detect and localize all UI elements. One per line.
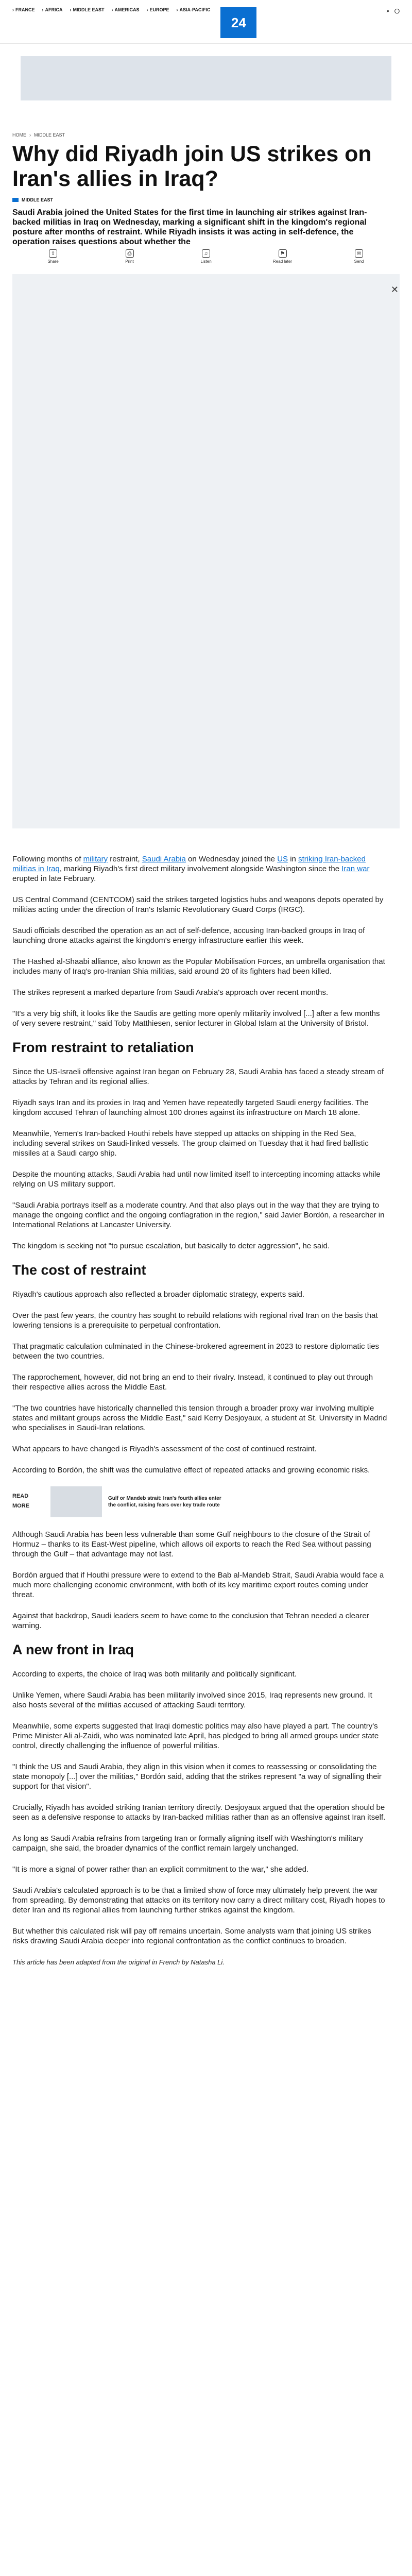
breadcrumb-home[interactable]: HOME [12, 132, 26, 138]
paragraph: US Central Command (CENTCOM) said the strikes targeted logistics hubs and weapons depots operated by militias acting under the direction of Iran's Islamic Revolutionary Guard Corps (IRGC). [12, 895, 384, 914]
article-footnote: This article has been adapted from the original in French by Natasha Li. [12, 1958, 225, 1966]
paragraph: Following months of military restraint, Saudi Arabia on Wednesday joined the US in striking Iran-backed militias in Iraq, marking Riyadh's first direct military involvement alongside Washington since the Iran war erupted in late February. [12, 855, 370, 883]
paragraph: "It's a very big shift, it looks like the Saudis are getting more openly militarily involved [...] after a few months of very severe restraint," said Toby Matthiesen, senior lecturer in Global Islam at the University of Bristol. [12, 1009, 380, 1028]
region-marker-icon [12, 198, 19, 202]
hero-media[interactable] [12, 274, 400, 828]
paragraph: Saudi officials described the operation as an act of self-defence, accusing Iran-backed groups in Iraq of launching drone attacks against the kingdom's energy infrastructure earlier this week. [12, 926, 365, 945]
print-icon: ⎙ [126, 249, 134, 258]
link-saudi-arabia[interactable]: Saudi Arabia [142, 855, 186, 863]
paragraph: What appears to have changed is Riyadh's assessment of the cost of continued restraint. [12, 1445, 317, 1453]
top-advert[interactable] [21, 56, 391, 100]
paragraph: The strikes represent a marked departure from Saudi Arabia's approach over recent months. [12, 988, 329, 997]
breadcrumb-section[interactable]: MIDDLE EAST [34, 132, 65, 138]
subheading-front: A new front in Iraq [12, 1642, 134, 1657]
send-button[interactable]: ✉ Send [341, 249, 377, 264]
subheading-cost: The cost of restraint [12, 1262, 146, 1278]
listen-button[interactable]: ♫ Listen [188, 249, 224, 264]
paragraph: "It is more a signal of power rather than an explicit commitment to the war," she added. [12, 1865, 309, 1874]
paragraph: Despite the mounting attacks, Saudi Arabia had until now limited itself to intercepting incoming attacks while relying on US military support. [12, 1170, 381, 1189]
article-title: Why did Riyadh join US strikes on Iran's allies in Iraq? [12, 142, 372, 191]
article-body [12, 854, 388, 1967]
paragraph: Riyadh's cautious approach also reflected a broader diplomatic strategy, experts said. [12, 1290, 305, 1299]
paragraph: "I think the US and Saudi Arabia, they align in this vision when it comes to reassessing or consolidating the state monopoly [...] over the militias," Bordón said, adding that the strikes represent "a way of signalling their support for that vision". [12, 1762, 382, 1791]
nav-item-france[interactable]: › FRANCE [12, 7, 35, 12]
hero-caption [12, 832, 400, 838]
paragraph: But whether this calculated risk will pay off remains uncertain. Some analysts warn that joining US strikes risks drawing Saudi Arabia deeper into regional confrontation as the conflict continues to broaden. [12, 1927, 371, 1945]
headphones-icon: ♫ [202, 249, 210, 258]
read-more-card[interactable] [50, 1486, 221, 1517]
link-military[interactable]: military [83, 855, 108, 863]
print-button[interactable]: ⎙ Print [112, 249, 148, 264]
chevron-icon: › [42, 7, 44, 12]
paragraph: The rapprochement, however, did not bring an end to their rivalry. Instead, it continued to play out through their respective allies across the Middle East. [12, 1373, 373, 1392]
paragraph: Riyadh says Iran and its proxies in Iraq and Yemen have repeatedly targeted Saudi energy facilities. The kingdom accused Tehran of launching almost 100 drones against its infrastructure on March 18 alone. [12, 1098, 369, 1117]
link-iran-war[interactable]: Iran war [341, 865, 370, 873]
chevron-icon: › [176, 7, 178, 12]
share-bar [12, 249, 400, 264]
nav-item-africa[interactable]: › AFRICA [42, 7, 63, 12]
link-us[interactable]: US [277, 855, 288, 863]
paragraph: As long as Saudi Arabia refrains from targeting Iran or formally aligning itself with Washington's military campaign, she said, the broader dynamics of the conflict remain largely unchanged. [12, 1834, 363, 1853]
share-icon: ⇪ [49, 249, 57, 258]
nav-item-middle-east[interactable]: › MIDDLE EAST [70, 7, 105, 12]
paragraph: "The two countries have historically channelled this tension through a broader proxy war involving multiple states and militant groups across the Middle East," said Kerry Desjoyaux, a student at St. University in Madrid who specialises in Saudi-Iran relations. [12, 1404, 387, 1432]
breadcrumb-separator: › [29, 132, 31, 138]
paragraph: Meanwhile, Yemen's Iran-backed Houthi rebels have stepped up attacks on shipping in the Red Sea, including several strikes on Saudi-linked vessels. The group claimed on Tuesday that it had fired ballistic missiles at a Saudi cargo ship. [12, 1129, 369, 1158]
top-navigation [0, 0, 412, 44]
bookmark-icon: ⚑ [279, 249, 287, 258]
paragraph: Unlike Yemen, where Saudi Arabia has been militarily involved since 2015, Iraq represents new ground. It also hosts several of the militias accused of attacking Saudi territory. [12, 1691, 372, 1709]
subheading-retaliation: From restraint to retaliation [12, 1040, 194, 1055]
paragraph: Although Saudi Arabia has been less vulnerable than some Gulf neighbours to the closure of the Strait of Hormuz – thanks to its East-West pipeline, which allows oil exports to reach the Red Sea without passing through the Gulf – that advantage may not last. [12, 1530, 371, 1558]
read-more-title: Gulf or Mandeb strait: Iran's fourth allies enter the conflict, raising fears over key trade route [108, 1496, 221, 1508]
nav-item-europe[interactable]: › EUROPE [146, 7, 169, 12]
paragraph: According to Bordón, the shift was the cumulative effect of repeated attacks and growing economic risks. [12, 1466, 370, 1475]
read-more-label: READ MORE [12, 1493, 29, 1509]
site-logo[interactable]: 24 [220, 7, 256, 38]
nav-item-asia-pacific[interactable]: › ASIA-PACIFIC [176, 7, 211, 12]
paragraph: "Saudi Arabia portrays itself as a moderate country. And that also plays out in the way that they are trying to manage the ongoing conflict and the ongoing conflagration in the region," said Javier Bordón, a researcher in International Relations at Lancaster University. [12, 1201, 385, 1229]
read-more-box[interactable] [12, 1486, 388, 1517]
article-summary: Saudi Arabia joined the United States for the first time in launching air strikes against Iran-backed militias in Iraq on Wednesday, marking a significant shift in the kingdom's regional posture after months of restraint. While Riyadh insists it was acting in self-defence, the operation raises questions about whether the [12, 208, 367, 246]
breadcrumb [12, 132, 412, 138]
paragraph: The kingdom is seeking not "to pursue escalation, but basically to deter aggression", he said. [12, 1242, 330, 1250]
header-icons [387, 8, 400, 14]
paragraph: Since the US-Israeli offensive against Iran began on February 28, Saudi Arabia has faced a steady stream of attacks by Tehran and its regional allies. [12, 1067, 384, 1086]
nav-item-americas[interactable]: › AMERICAS [111, 7, 140, 12]
chevron-icon: › [12, 7, 14, 12]
paragraph: The Hashed al-Shaabi alliance, also known as the Popular Mobilisation Forces, an umbrella organisation that includes many of Iraq's pro-Iranian Shia militias, said around 20 of its fighters had been killed. [12, 957, 385, 976]
paragraph: Saudi Arabia's calculated approach is to be that a limited show of force may ultimately help prevent the war from spreading. By demonstrating that attacks on its territory now carry a direct military cost, Riyadh hopes to deter Iran and its regional allies from launching further strikes against the kingdom. [12, 1886, 385, 1914]
paragraph: Over the past few years, the country has sought to rebuild relations with regional rival Iran on the basis that lowering tensions is a prerequisite to perpetual confrontation. [12, 1311, 378, 1330]
read-more-thumbnail [50, 1486, 102, 1517]
chevron-icon: › [146, 7, 148, 12]
share-button[interactable]: ⇪ Share [35, 249, 71, 264]
paragraph: Crucially, Riyadh has avoided striking Iranian territory directly. Desjoyaux argued that the operation should be seen as a defensive response to attacks by Iran-backed militias rather than as an offensive against Iran itself. [12, 1803, 386, 1822]
read-later-button[interactable]: ⚑ Read later [265, 249, 301, 264]
user-icon[interactable]: ◯ [394, 8, 400, 13]
paragraph: That pragmatic calculation culminated in the Chinese-brokered agreement in 2023 to restore diplomatic ties between the two countries. [12, 1342, 380, 1361]
chevron-icon: › [70, 7, 72, 12]
paragraph: Bordón argued that if Houthi pressure were to extend to the Bab al-Mandeb Strait, Saudi Arabia would face a much more challenging economic environment, with both of its key maritime export routes coming under threat. [12, 1571, 384, 1599]
region-tag[interactable]: MIDDLE EAST [12, 197, 400, 202]
link-striking[interactable]: striking Iran-backed militias in Iraq [12, 855, 366, 873]
paragraph: Meanwhile, some experts suggested that Iraqi domestic politics may also have played a part. The country's Prime Minister Ali al-Zaidi, who was nominated late April, has pledged to bring all armed groups under state control, directly challenging the influence of powerful militias. [12, 1722, 379, 1750]
paragraph: According to experts, the choice of Iraq was both militarily and politically significant. [12, 1670, 297, 1679]
close-icon[interactable]: ✕ [390, 284, 399, 295]
search-icon[interactable]: ⌕ [386, 8, 389, 13]
chevron-icon: › [111, 7, 113, 12]
mail-icon: ✉ [355, 249, 363, 258]
paragraph: Against that backdrop, Saudi leaders seem to have come to the conclusion that Tehran needed a clearer warning. [12, 1612, 369, 1630]
